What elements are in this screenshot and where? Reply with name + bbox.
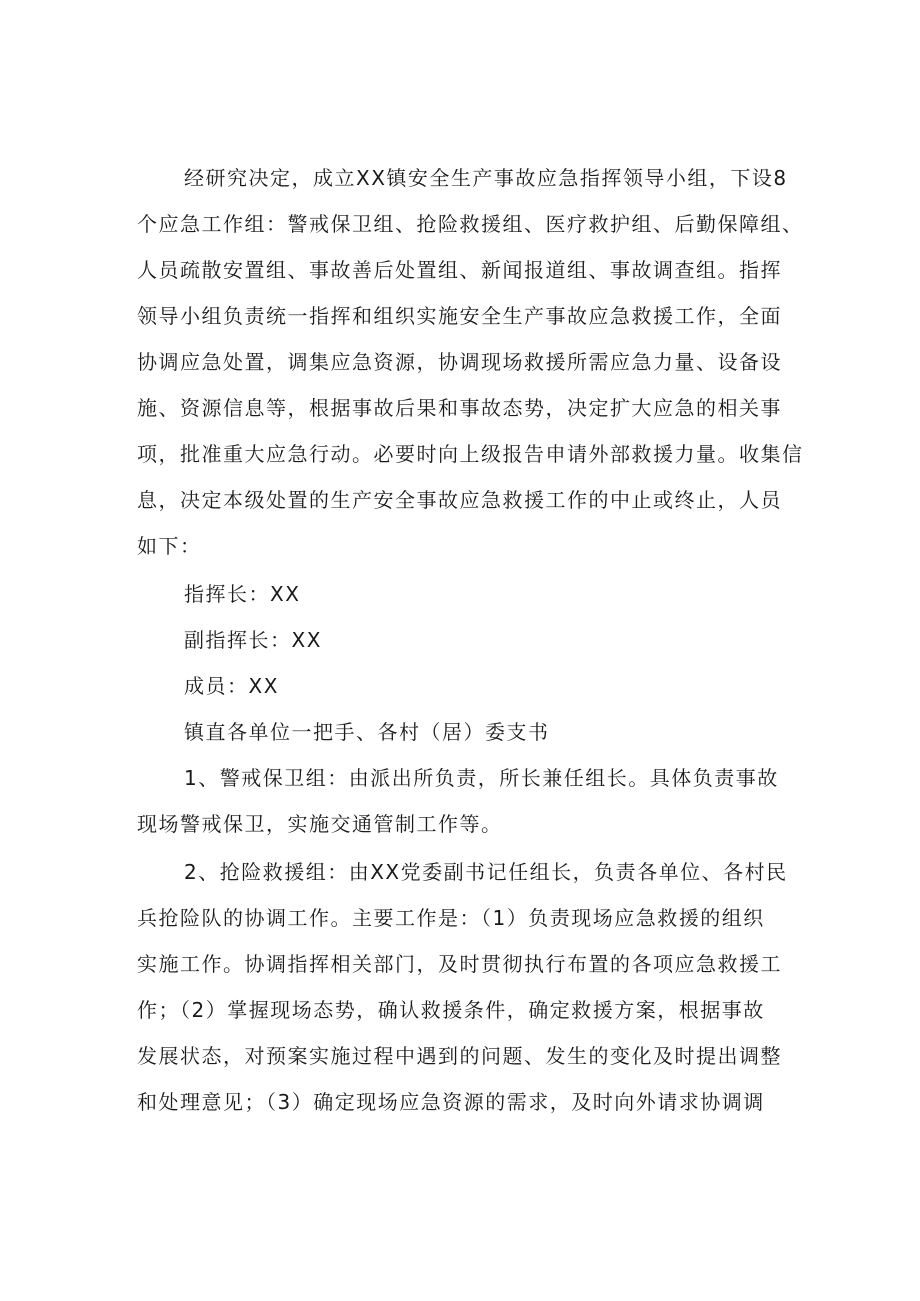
paragraph-intro	[0, 155, 920, 569]
members-line: 成员：XX	[184, 674, 279, 698]
text-line: 兵抢险队的协调工作。主要工作是：（1）负责现场应急救援的组织	[137, 906, 765, 930]
text-line: 经研究决定，成立XX镇安全生产事故应急指挥领导小组，下设8	[184, 166, 788, 190]
commander-line: 指挥长：XX	[184, 582, 301, 606]
text-line: 施、资源信息等，根据事故后果和事故态势，决定扩大应急的相关事	[137, 396, 782, 420]
text-line: 1、警戒保卫组：由派出所负责，所长兼任组长。具体负责事故	[184, 766, 779, 790]
text-line: 2、抢险救援组：由XX党委副书记任组长，负责各单位、各村民	[184, 860, 788, 884]
text-line: 发展状态，对预案实施过程中遇到的问题、发生的变化及时提出调整	[137, 1044, 782, 1068]
text-line: 领导小组负责统一指挥和组织实施安全生产事故应急救援工作，全面	[137, 304, 782, 328]
text-line: 和处理意见；（3）确定现场应急资源的需求，及时向外请求协调调	[137, 1090, 765, 1114]
text-line: 现场警戒保卫，实施交通管制工作等。	[137, 812, 503, 836]
deputy-commander-line: 副指挥长：XX	[184, 628, 322, 652]
paragraph-rescue-group	[0, 849, 920, 1125]
paragraph-guard-group	[0, 755, 920, 847]
members-detail-line: 镇直各单位一把手、各村（居）委支书	[184, 720, 550, 744]
text-line: 如下：	[137, 534, 202, 558]
text-line: 息，决定本级处置的生产安全事故应急救援工作的中止或终止，人员	[137, 488, 782, 512]
text-line: 人员疏散安置组、事故善后处置组、新闻报道组、事故调查组。指挥	[137, 258, 782, 282]
text-line: 作；（2）掌握现场态势，确认救援条件，确定救援方案，根据事故	[137, 998, 765, 1022]
text-line: 协调应急处置，调集应急资源，协调现场救援所需应急力量、设备设	[137, 350, 782, 374]
text-line: 个应急工作组：警戒保卫组、抢险救援组、医疗救护组、后勤保障组、	[137, 212, 804, 236]
roles-list	[0, 571, 920, 755]
text-line: 项，批准重大应急行动。必要时向上级报告申请外部救援力量。收集信	[137, 442, 804, 466]
text-line: 实施工作。协调指挥相关部门，及时贯彻执行布置的各项应急救援工	[137, 952, 782, 976]
